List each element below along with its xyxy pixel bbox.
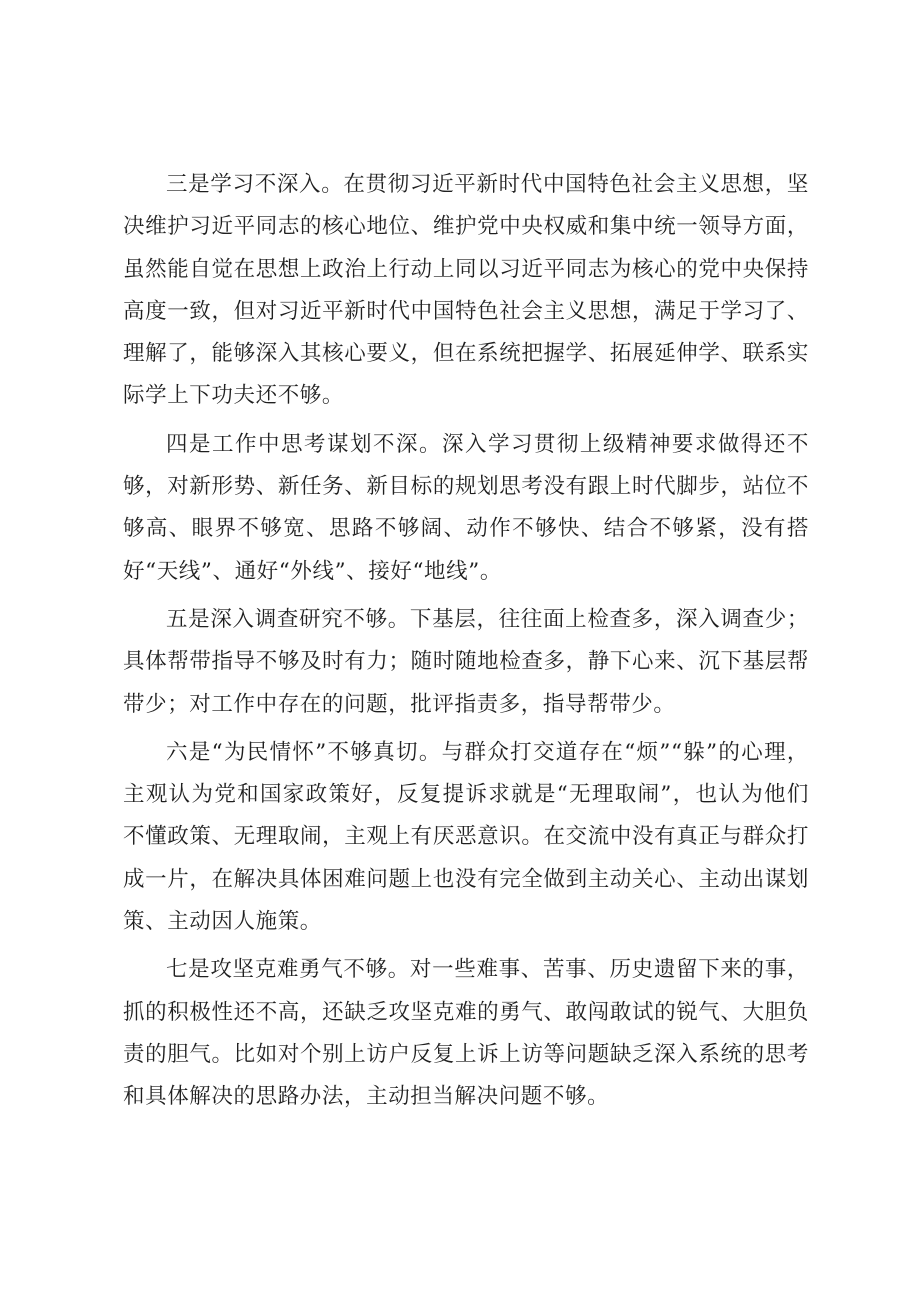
paragraph-courage-insufficient: 七是攻坚克难勇气不够。对一些难事、苦事、历史遗留下来的事，抓的积极性还不高，还缺乏攻坚克难的勇气、敢闯敢试的锐气、大胆负责的胆气。比如对个别上访户反复上诉上访等问题缺乏深入系统的思考和具体解决的思路办法，主动担当解决问题不够。: [123, 957, 809, 1110]
paragraph-study-not-deep: 三是学习不深入。在贯彻习近平新时代中国特色社会主义思想，坚决维护习近平同志的核心地位、维护党中央权威和集中统一领导方面，虽然能自觉在思想上政治上行动上同以习近平同志为核心的党中央保持高度一致，但对习近平新时代中国特色社会主义思想，满足于学习了、理解了，能够深入其核心要义，但在系统把握学、拓展延伸学、联系实际学上下功夫还不够。: [123, 172, 809, 409]
paragraph-people-sentiment: 六是“为民情怀”不够真切。与群众打交道存在“烦”“躲”的心理，主观认为党和国家政策好，反复提诉求就是“无理取闹”，也认为他们不懂政策、无理取闹，主观上有厌恶意识。在交流中没有真正与群众打成一片，在解决具体困难问题上也没有完全做到主动关心、主动出谋划策、主动因人施策。: [123, 739, 809, 935]
document-body: [123, 164, 809, 1125]
paragraph-research-insufficient: 五是深入调查研究不够。下基层，往往面上检查多，深入调查少；具体帮带指导不够及时有力；随时随地检查多，静下心来、沉下基层帮带少；对工作中存在的问题，批评指责多，指导帮带少。: [123, 606, 809, 717]
paragraph-planning-not-deep: 四是工作中思考谋划不深。深入学习贯彻上级精神要求做得还不够，对新形势、新任务、新目标的规划思考没有跟上时代脚步，站位不够高、眼界不够宽、思路不够阔、动作不够快、结合不够紧，没有搭好“天线”、通好“外线”、接好“地线”。: [123, 431, 809, 584]
